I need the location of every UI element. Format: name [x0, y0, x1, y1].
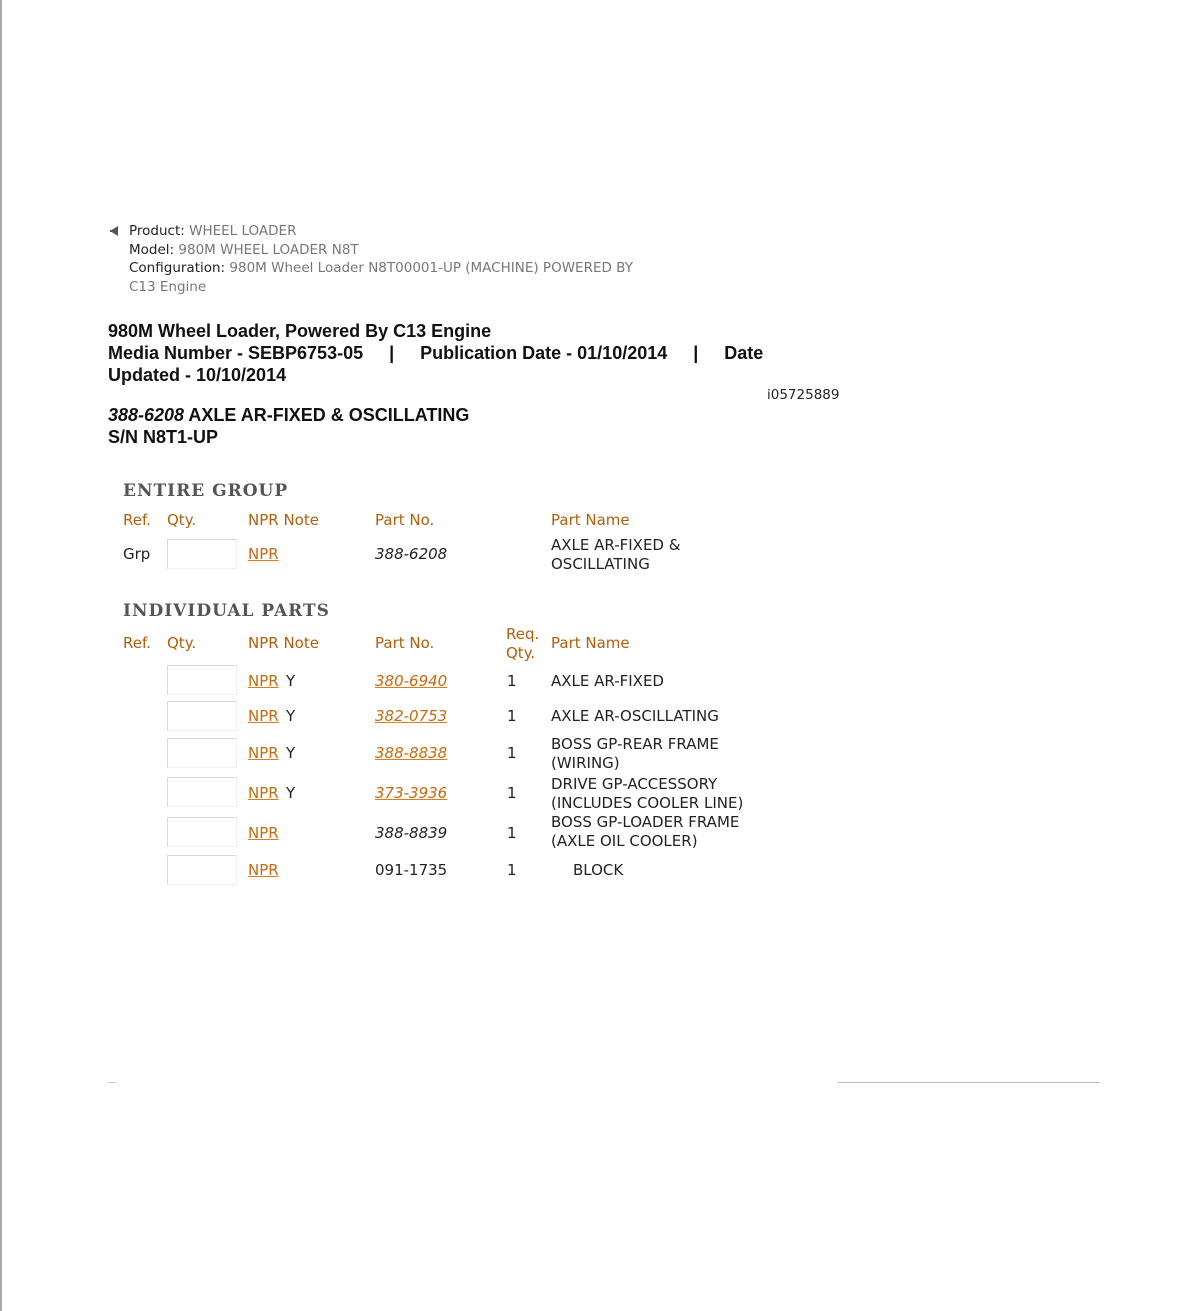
req-qty: 1 [507, 672, 517, 690]
part-name [551, 775, 743, 813]
npr-link[interactable]: NPR [248, 784, 279, 802]
publication-info-line [108, 342, 763, 364]
part-name [551, 536, 680, 574]
part-name-line2: (AXLE OIL COOLER) [551, 832, 698, 850]
configuration-value: 980M Wheel Loader N8T00001-UP (MACHINE) POWERED BY [229, 260, 633, 276]
document-id: i05725889 [767, 387, 840, 403]
group-part-number: 388-6208 [108, 405, 185, 425]
col-header-qty: Qty. [167, 634, 197, 652]
back-arrow-icon[interactable] [110, 226, 118, 236]
group-title [108, 404, 469, 448]
ref-cell: Grp [123, 545, 151, 563]
npr-link[interactable]: NPR [248, 672, 279, 690]
npr-link[interactable]: NPR [248, 707, 279, 725]
model-row [110, 241, 633, 260]
part-number: 388-8839 [375, 824, 448, 842]
qty-input[interactable] [167, 701, 237, 731]
date-updated-label: Date [724, 343, 764, 363]
separator: | [389, 343, 395, 363]
footer-divider [838, 1082, 1100, 1083]
part-name-line1: BOSS GP-LOADER FRAME [551, 813, 740, 831]
col-header-part-name: Part Name [551, 634, 630, 652]
footer-divider [108, 1082, 116, 1083]
part-name [551, 735, 719, 773]
npr-note: Y [286, 744, 296, 762]
part-name-line1: AXLE AR-FIXED & [551, 536, 681, 554]
col-header-part-name: Part Name [551, 511, 630, 529]
qty-input[interactable] [167, 539, 237, 569]
npr-link[interactable]: NPR [248, 824, 279, 842]
req-label: Req. [506, 625, 540, 643]
group-name: AXLE AR-FIXED & OSCILLATING [188, 405, 470, 425]
part-number: 388-6208 [375, 545, 448, 563]
part-name: AXLE AR-FIXED [551, 672, 664, 690]
serial-number: S/N N8T1-UP [108, 427, 219, 447]
part-name-line2: (INCLUDES COOLER LINE) [551, 794, 744, 812]
req-qty: 1 [507, 824, 517, 842]
product-value: WHEEL LOADER [189, 223, 297, 239]
npr-link[interactable]: NPR [248, 861, 279, 879]
col-header-part-no: Part No. [375, 511, 435, 529]
part-name [551, 813, 739, 851]
req-qty: 1 [507, 707, 517, 725]
configuration-value-continued: C13 Engine [129, 278, 207, 295]
publication-header [108, 320, 763, 386]
qty-label: Qty. [506, 644, 536, 662]
part-name-line1: BOSS GP-REAR FRAME [551, 735, 719, 753]
qty-input[interactable] [167, 665, 237, 695]
part-number-link[interactable]: 380-6940 [375, 672, 448, 690]
qty-input[interactable] [167, 855, 237, 885]
publication-date: Publication Date - 01/10/2014 [420, 343, 668, 363]
col-header-req-qty [506, 625, 539, 663]
qty-input[interactable] [167, 817, 237, 847]
col-header-ref: Ref. [123, 511, 151, 529]
media-number: Media Number - SEBP6753-05 [108, 343, 364, 363]
product-row [110, 222, 633, 241]
part-name: BLOCK [573, 861, 624, 879]
part-number: 091-1735 [375, 861, 448, 879]
part-number-link[interactable]: 373-3936 [375, 784, 448, 802]
part-number-link[interactable]: 388-8838 [375, 744, 448, 762]
entire-group-heading: ENTIRE GROUP [123, 481, 289, 501]
part-name-line2: (WIRING) [551, 754, 620, 772]
part-number-link[interactable]: 382-0753 [375, 707, 448, 725]
separator: | [693, 343, 699, 363]
col-header-part-no: Part No. [375, 634, 435, 652]
col-header-ref: Ref. [123, 634, 151, 652]
qty-input[interactable] [167, 738, 237, 768]
req-qty: 1 [507, 744, 517, 762]
npr-note: Y [286, 707, 296, 725]
req-qty: 1 [507, 861, 517, 879]
col-header-qty: Qty. [167, 511, 197, 529]
npr-link[interactable]: NPR [248, 744, 279, 762]
npr-note: Y [286, 784, 296, 802]
npr-link[interactable]: NPR [248, 545, 279, 563]
npr-note: Y [286, 672, 296, 690]
product-metadata [110, 222, 633, 296]
qty-input[interactable] [167, 777, 237, 807]
model-value: 980M WHEEL LOADER N8T [178, 241, 359, 258]
page-left-border [0, 0, 2, 1311]
page-title: 980M Wheel Loader, Powered By C13 Engine [108, 321, 492, 341]
configuration-row [110, 259, 633, 278]
col-header-npr-note: NPR Note [248, 634, 319, 652]
part-name-line2: OSCILLATING [551, 555, 650, 573]
model-label: Model: [129, 241, 175, 258]
individual-parts-heading: INDIVIDUAL PARTS [123, 601, 330, 621]
date-updated: Updated - 10/10/2014 [108, 365, 287, 385]
configuration-label: Configuration: [129, 260, 226, 276]
product-label: Product: [129, 223, 185, 239]
part-name: AXLE AR-OSCILLATING [551, 707, 719, 725]
req-qty: 1 [507, 784, 517, 802]
col-header-npr-note: NPR Note [248, 511, 319, 529]
part-name-line1: DRIVE GP-ACCESSORY [551, 775, 718, 793]
